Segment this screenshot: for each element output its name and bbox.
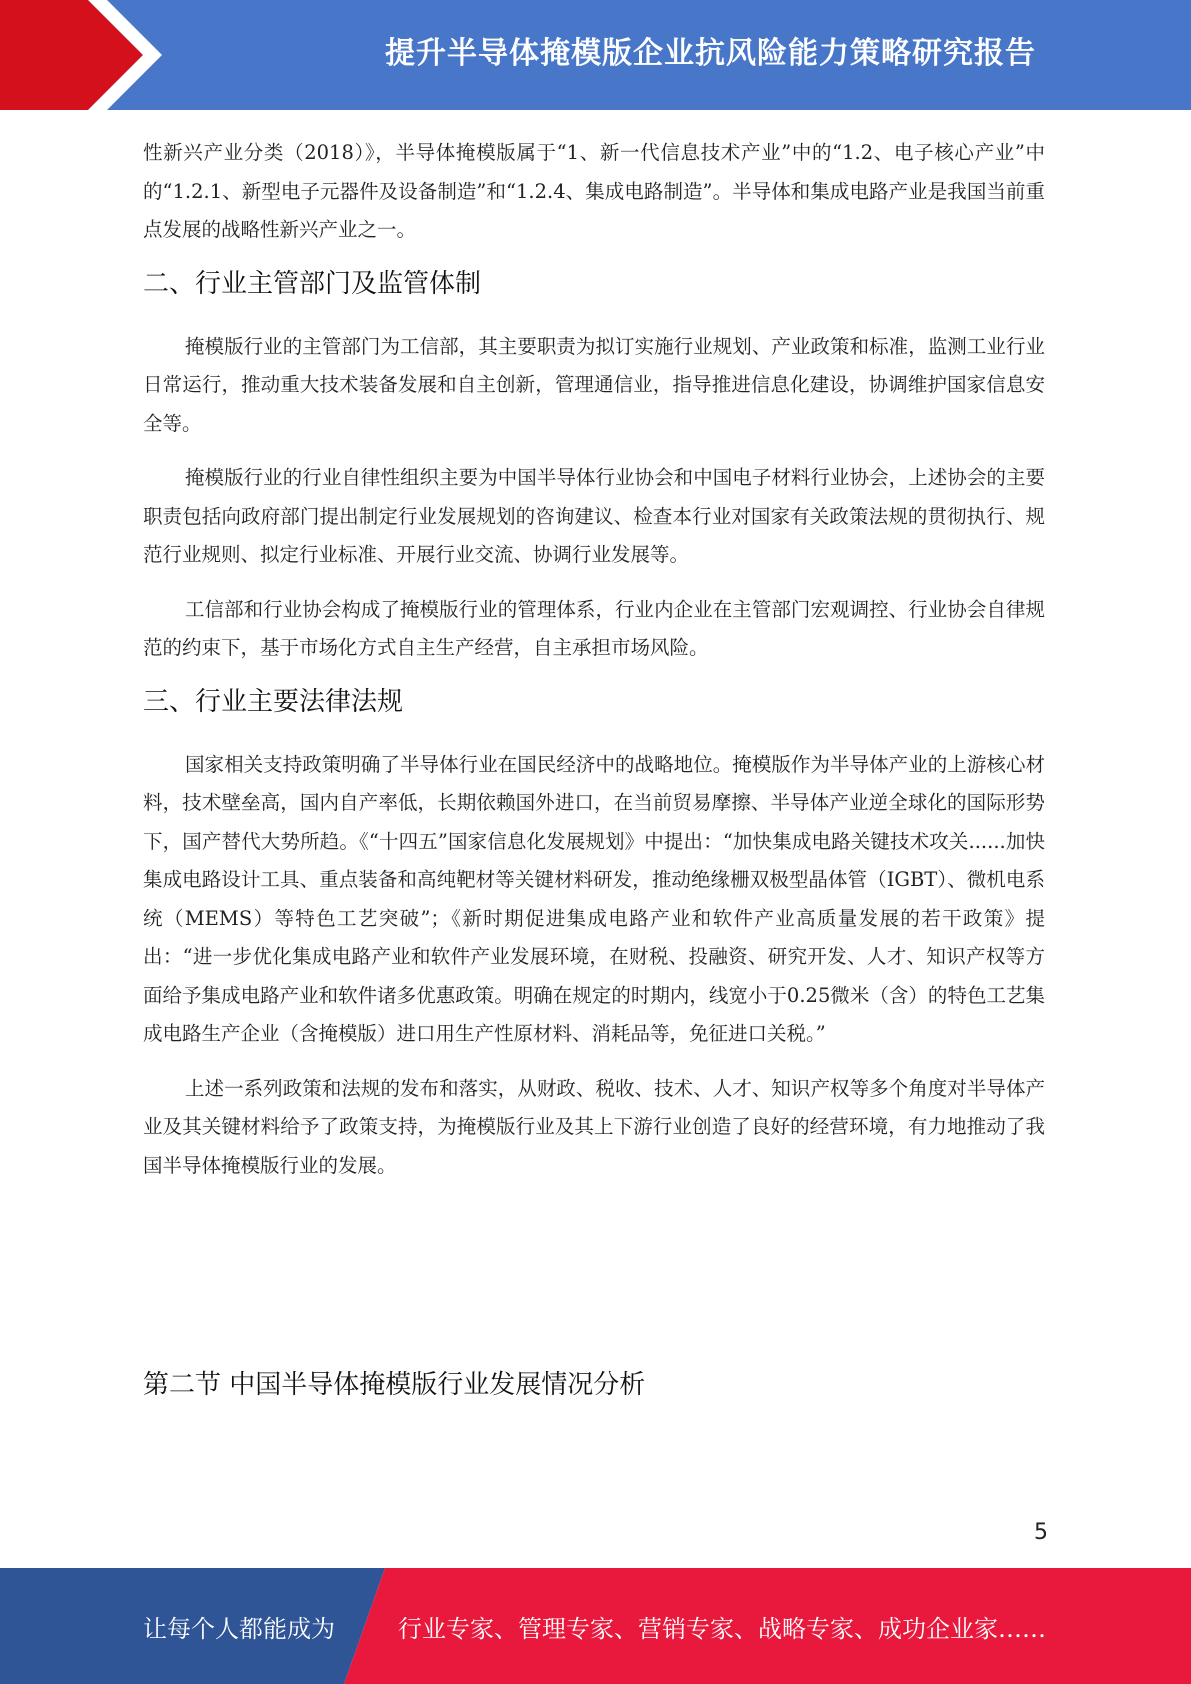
paragraph: 国家相关支持政策明确了半导体行业在国民经济中的战略地位。掩模版作为半导体产业的上游核心材料，技术壁垒高，国内自产率低，长期依赖国外进口，在当前贸易摩擦、半导体产业逆全球化的国际形势下，国产替代大势所趋。《“十四五”国家信息化发展规划》中提出：“加快集成电路关键技术攻关......加快集成电路设计工具、重点装备和高纯靶材等关键材料研发，推动绝缘栅双极型晶体管（IGBT）、微机电系统（MEMS）等特色工艺突破”；《新时期促进集成电路产业和软件产业高质量发展的若干政策》提出：“进一步优化集成电路产业和软件产业发展环境，在财税、投融资、研究开发、人才、知识产权等方面给予集成电路产业和软件诸多优惠政策。明确在规定的时期内，线宽小于0.25微米（含）的特色工艺集成电路生产企业（含掩模版）进口用生产性原材料、消耗品等，免征进口关税。” xyxy=(143,752,1045,1045)
paragraph: 上述一系列政策和法规的发布和落实，从财政、税收、技术、人才、知识产权等多个角度对半导体产业及其关键材料给予了政策支持，为掩模版行业及其上下游行业创造了良好的经营环境，有力地推动了我国半导体掩模版行业的发展。 xyxy=(143,1076,1045,1177)
paragraph: 工信部和行业协会构成了掩模版行业的管理体系，行业内企业在主管部门宏观调控、行业协会自律规范的约束下，基于市场化方式自主生产经营，自主承担市场风险。 xyxy=(143,597,1045,659)
section-heading-regulators: 二、行业主管部门及监管体制 xyxy=(143,268,482,299)
paragraph: 掩模版行业的行业自律性组织主要为中国半导体行业协会和中国电子材料行业协会，上述协会的主要职责包括向政府部门提出制定行业发展规划的咨询建议、检查本行业对国家有关政策法规的贯彻执行、规范行业规则、拟定行业标准、开展行业交流、协调行业发展等。 xyxy=(143,466,1045,566)
report-title: 提升半导体掩模版企业抗风险能力策略研究报告 xyxy=(385,36,1036,71)
page-footer xyxy=(0,1568,1191,1684)
page-header xyxy=(0,0,1191,110)
main-content xyxy=(143,134,1045,1201)
footer-slogan-left: 让每个人都能成为 xyxy=(143,1614,335,1643)
chapter-heading: 第二节 中国半导体掩模版行业发展情况分析 xyxy=(143,1370,646,1400)
paragraph: 掩模版行业的主管部门为工信部，其主要职责为拟订实施行业规划、产业政策和标准，监测工业行业日常运行，推动重大技术装备发展和自主创新，管理通信业，指导推进信息化建设，协调维护国家信息安全等。 xyxy=(143,334,1045,435)
page-number: 5 xyxy=(1034,1520,1048,1545)
footer-slogan-right: 行业专家、管理专家、营销专家、战略专家、成功企业家…… xyxy=(398,1614,1046,1643)
section-heading-laws: 三、行业主要法律法规 xyxy=(143,686,404,717)
intro-paragraph: 性新兴产业分类（2018）》，半导体掩模版属于“1、新一代信息技术产业”中的“1.2、电子核心产业”中的“1.2.1、新型电子元器件及设备制造”和“1.2.4、集成电路制造”。半导体和集成电路产业是我国当前重点发展的战略性新兴产业之一。 xyxy=(143,141,1045,241)
